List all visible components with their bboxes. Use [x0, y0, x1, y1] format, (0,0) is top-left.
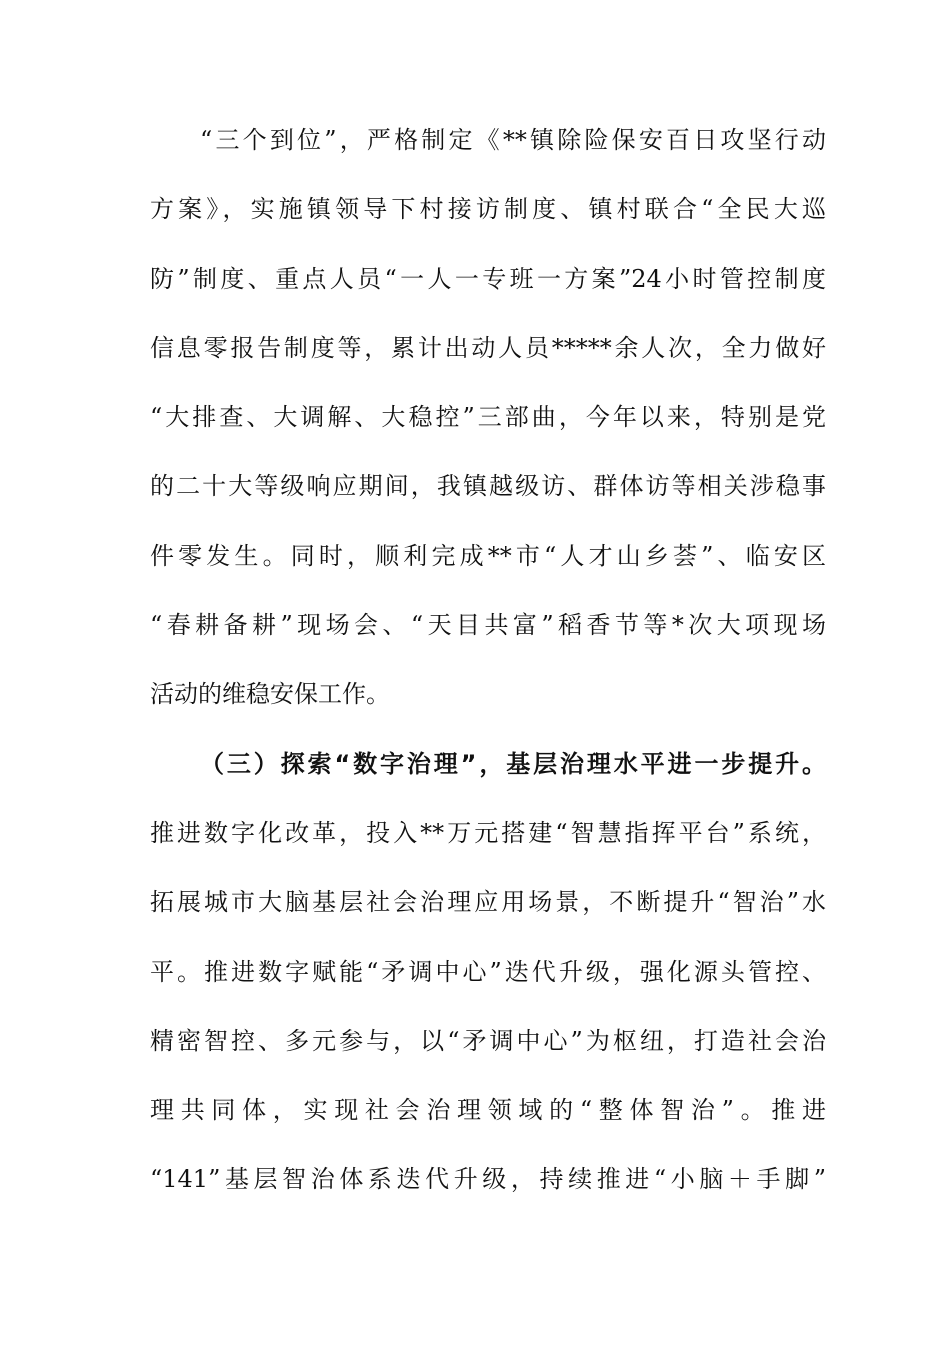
paragraph-1-line-9: 活动的维稳安保工作。: [150, 680, 390, 709]
paragraph-2-line-1: 推进数字化改革，投入**万元搭建“智慧指挥平台”系统，: [150, 818, 826, 847]
paragraph-1-line-7: 件零发生。同时，顺利完成**市“人才山乡荟”、临安区: [150, 541, 826, 570]
paragraph-2-line-2: 拓展城市大脑基层社会治理应用场景，不断提升“智治”水: [150, 888, 826, 917]
document-body: [150, 106, 826, 1215]
paragraph-1-line-6: 的二十大等级响应期间，我镇越级访、群体访等相关涉稳事: [150, 472, 826, 501]
paragraph-2-line-4: 精密智控、多元参与，以“矛调中心”为枢纽，打造社会治: [150, 1026, 826, 1055]
paragraph-1-line-4: 信息零报告制度等，累计出动人员*****余人次，全力做好: [150, 333, 826, 362]
paragraph-1-line-8: “春耕备耕”现场会、“天目共富”稻香节等*次大项现场: [150, 611, 826, 640]
paragraph-1-line-3: 防”制度、重点人员“一人一专班一方案”24小时管控制度: [150, 264, 826, 293]
paragraph-1-line-5: “大排查、大调解、大稳控”三部曲，今年以来，特别是党: [150, 403, 826, 432]
section-heading: （三）探索“数字治理”，基层治理水平进一步提升。: [200, 749, 826, 778]
paragraph-2-line-6: “141”基层智治体系迭代升级，持续推进“小脑＋手脚”: [150, 1165, 826, 1194]
paragraph-2-line-3: 平。推进数字赋能“矛调中心”迭代升级，强化源头管控、: [150, 957, 826, 986]
paragraph-1-line-1: “三个到位”，严格制定《**镇除险保安百日攻坚行动: [200, 126, 826, 154]
paragraph-2-line-5: 理共同体，实现社会治理领域的“整体智治”。推进: [150, 1096, 826, 1125]
paragraph-1-line-2: 方案》，实施镇领导下村接访制度、镇村联合“全民大巡: [150, 195, 826, 224]
